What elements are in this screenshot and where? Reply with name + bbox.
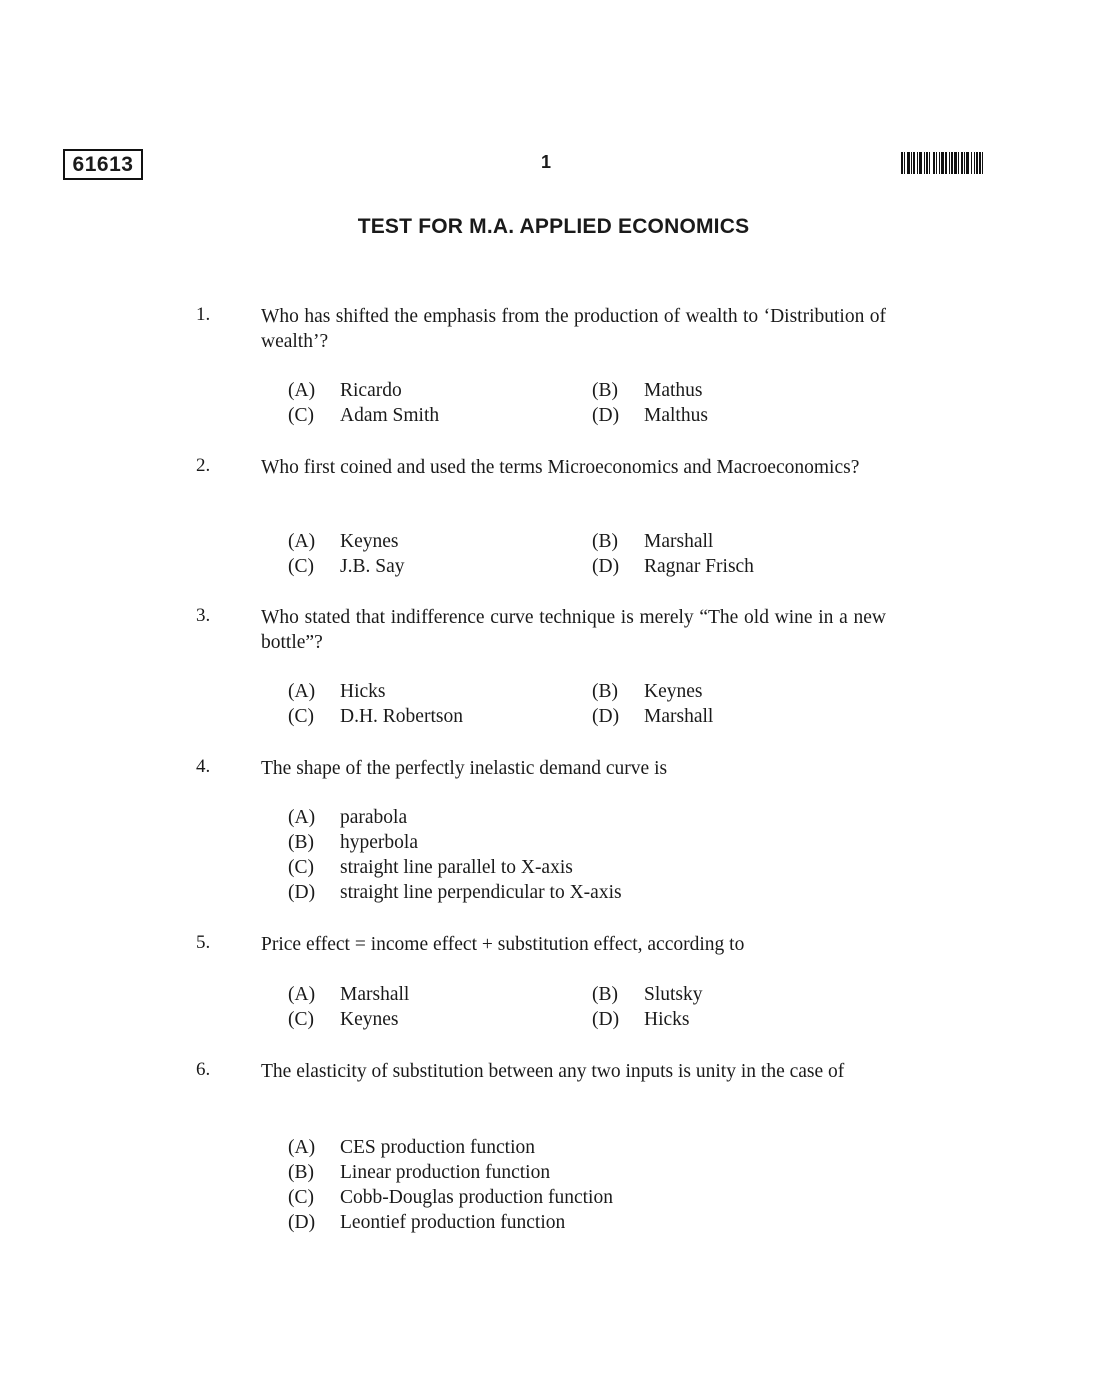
option-label: (B) bbox=[592, 380, 618, 401]
barcode-icon bbox=[901, 152, 1035, 174]
option-label: (C) bbox=[288, 706, 314, 727]
option-label: (D) bbox=[592, 405, 620, 426]
option-label: (B) bbox=[288, 1162, 314, 1183]
option bbox=[288, 529, 398, 554]
option bbox=[288, 805, 407, 830]
question-number: 5. bbox=[196, 932, 211, 953]
option-text: Ricardo bbox=[340, 380, 402, 401]
option bbox=[288, 880, 622, 905]
option-label: (D) bbox=[592, 706, 620, 727]
option bbox=[592, 679, 702, 704]
question-text: Who stated that indifference curve technique is merely “The old wine in a new bottle”? bbox=[261, 607, 886, 653]
option bbox=[288, 982, 409, 1007]
option bbox=[288, 1210, 565, 1235]
option bbox=[288, 1185, 613, 1210]
option-label: (D) bbox=[592, 1009, 620, 1030]
option-text: Cobb-Douglas production function bbox=[340, 1187, 613, 1208]
option-text: Mathus bbox=[644, 380, 703, 401]
option-label: (C) bbox=[288, 857, 314, 878]
option-label: (A) bbox=[288, 1137, 316, 1158]
option-label: (D) bbox=[288, 882, 316, 903]
option-text: Adam Smith bbox=[340, 405, 440, 426]
question-text: The shape of the perfectly inelastic demand curve is bbox=[261, 758, 668, 779]
option-text: Hicks bbox=[340, 681, 386, 702]
question-text: Who first coined and used the terms Microeconomics and Macroeconomics? bbox=[261, 457, 860, 478]
question-number: 1. bbox=[196, 304, 211, 325]
option bbox=[592, 529, 713, 554]
option-text: Linear production function bbox=[340, 1162, 551, 1183]
option-text: Marshall bbox=[340, 984, 410, 1005]
option-text: straight line parallel to X-axis bbox=[340, 857, 573, 878]
question-number: 2. bbox=[196, 455, 211, 476]
option-text: Keynes bbox=[644, 681, 703, 702]
option bbox=[592, 704, 713, 729]
option-label: (A) bbox=[288, 531, 316, 552]
option-text: parabola bbox=[340, 807, 408, 828]
question-text: Price effect = income effect + substitution effect, according to bbox=[261, 934, 745, 955]
option-text: Marshall bbox=[644, 706, 714, 727]
option bbox=[288, 1007, 398, 1032]
question-number: 3. bbox=[196, 605, 211, 626]
option-label: (B) bbox=[592, 681, 618, 702]
option-label: (A) bbox=[288, 380, 316, 401]
option-label: (C) bbox=[288, 1009, 314, 1030]
question-number: 4. bbox=[196, 756, 211, 777]
question-text: Who has shifted the emphasis from the production of wealth to ‘Distribution of wealth’? bbox=[261, 306, 886, 352]
option bbox=[288, 403, 439, 428]
option-label: (A) bbox=[288, 984, 316, 1005]
option-label: (C) bbox=[288, 405, 314, 426]
option bbox=[288, 679, 386, 704]
option bbox=[592, 554, 754, 579]
question-text: The elasticity of substitution between any two inputs is unity in the case of bbox=[261, 1061, 845, 1082]
option bbox=[288, 704, 463, 729]
option-text: Hicks bbox=[644, 1009, 690, 1030]
option-text: D.H. Robertson bbox=[340, 706, 463, 727]
option-text: Slutsky bbox=[644, 984, 703, 1005]
option-text: Keynes bbox=[340, 1009, 399, 1030]
option-text: Keynes bbox=[340, 531, 399, 552]
option bbox=[288, 1160, 550, 1185]
option bbox=[288, 554, 404, 579]
option-label: (C) bbox=[288, 556, 314, 577]
question-number: 6. bbox=[196, 1059, 211, 1080]
option-label: (A) bbox=[288, 807, 316, 828]
option-label: (D) bbox=[592, 556, 620, 577]
option bbox=[592, 403, 708, 428]
option bbox=[592, 982, 703, 1007]
option-label: (B) bbox=[592, 984, 618, 1005]
option bbox=[288, 855, 573, 880]
option bbox=[288, 830, 418, 855]
page-number: 1 bbox=[541, 152, 552, 172]
option-label: (D) bbox=[288, 1212, 316, 1233]
option bbox=[288, 1135, 535, 1160]
option-text: Ragnar Frisch bbox=[644, 556, 754, 577]
option-text: straight line perpendicular to X-axis bbox=[340, 882, 622, 903]
option-text: J.B. Say bbox=[340, 556, 405, 577]
option bbox=[592, 378, 703, 403]
option-label: (C) bbox=[288, 1187, 314, 1208]
option bbox=[288, 378, 402, 403]
option-text: Marshall bbox=[644, 531, 714, 552]
paper-code: 61613 bbox=[63, 149, 143, 180]
option-text: Malthus bbox=[644, 405, 708, 426]
option bbox=[592, 1007, 690, 1032]
option-text: hyperbola bbox=[340, 832, 418, 853]
option-text: CES production function bbox=[340, 1137, 535, 1158]
option-label: (B) bbox=[592, 531, 618, 552]
page-title: TEST FOR M.A. APPLIED ECONOMICS bbox=[357, 215, 750, 238]
option-text: Leontief production function bbox=[340, 1212, 566, 1233]
option-label: (B) bbox=[288, 832, 314, 853]
option-label: (A) bbox=[288, 681, 316, 702]
